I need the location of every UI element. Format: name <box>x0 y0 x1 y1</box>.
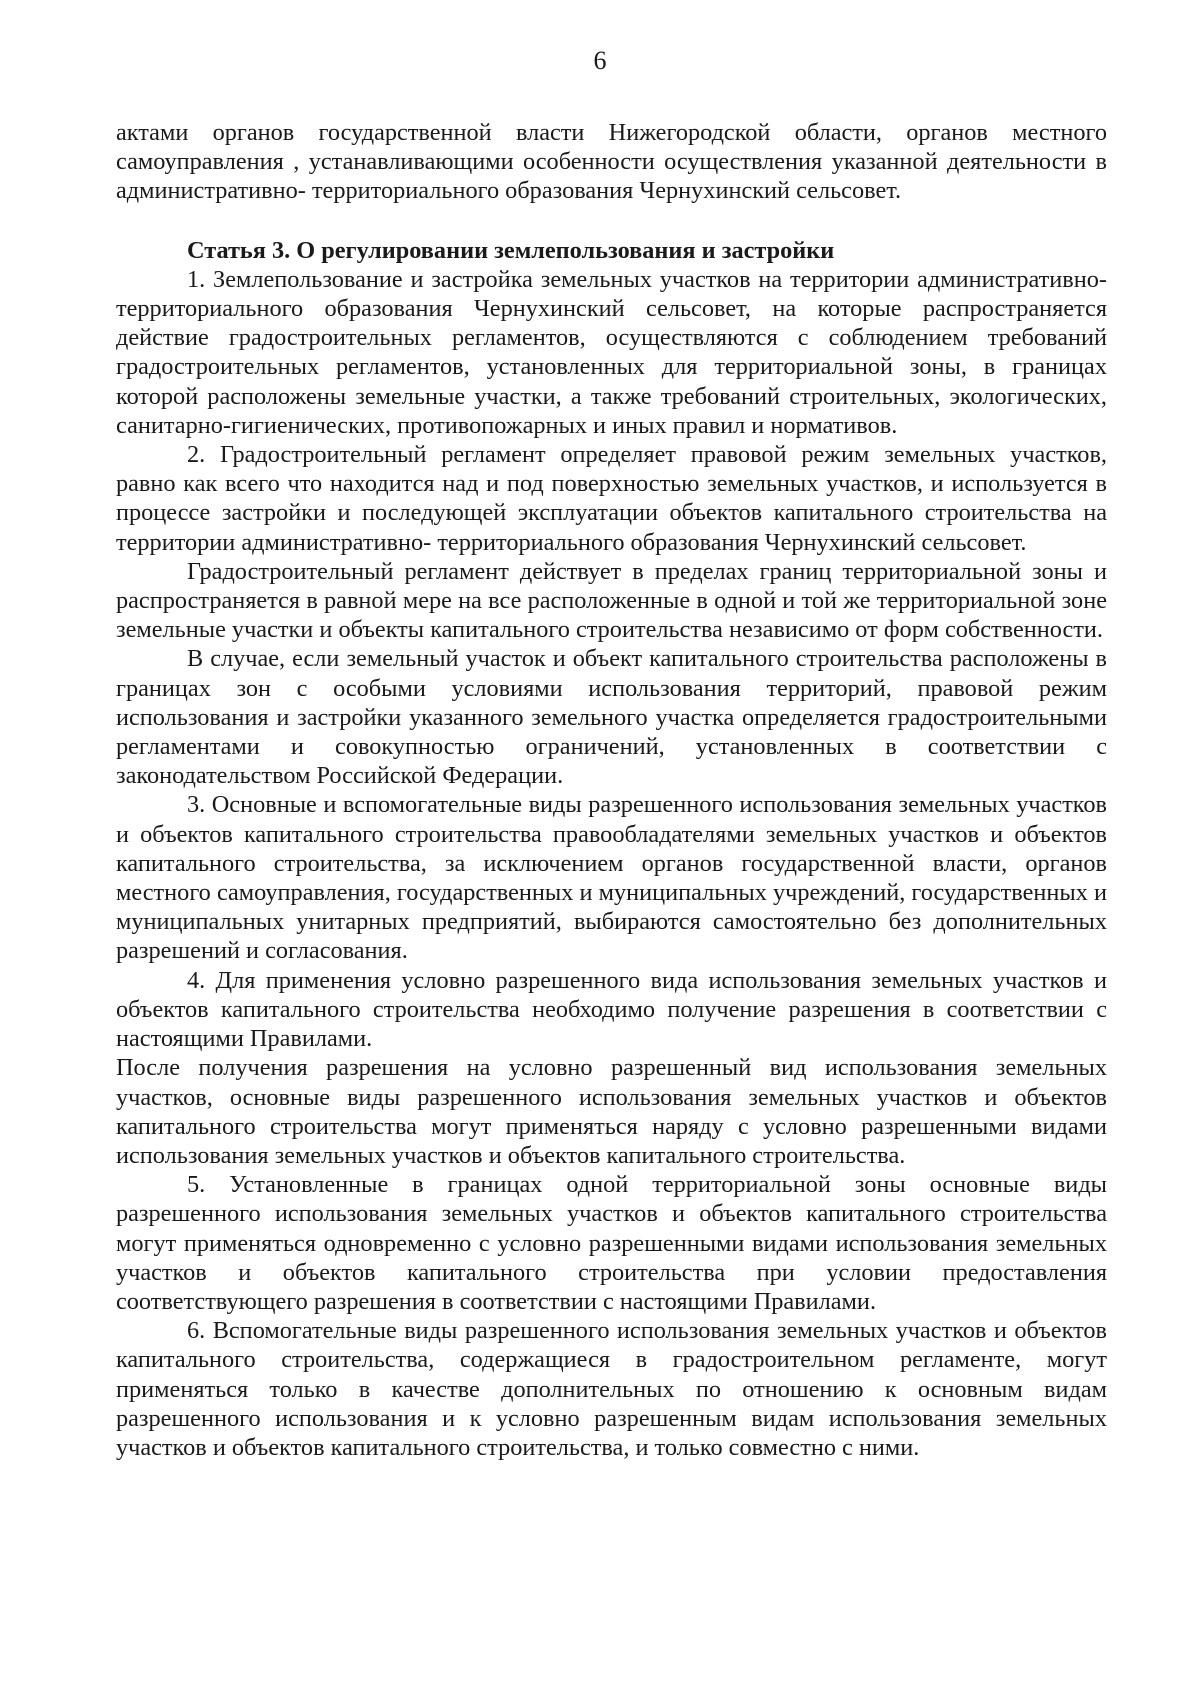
intro-paragraph: актами органов государственной власти Нижегородской области, органов местного самоуправления , устанавливающими особенности осуществления указанной деятельности в административно- территориального образования Чернухинский сельсовет. <box>116 119 1107 205</box>
article-paragraph-4: 4. Для применения условно разрешенного вида использования земельных участков и объектов капитального строительства необходимо получение разрешения в соответствии с настоящими Правилами. <box>116 966 1107 1053</box>
article-paragraph-5: 5. Установленные в границах одной территориальной зоны основные виды разрешенного использования земельных участков и объектов капитального строительства могут применяться одновременно с условно разрешенными видами использования земельных участков и объектов капитального строительства при условии предоставления соответствующего разрешения в соответствии с настоящими Правилами. <box>116 1171 1107 1315</box>
article-paragraph-6: 6. Вспомогательные виды разрешенного использования земельных участков и объектов капитального строительства, содержащиеся в градостроительном регламенте, могут применяться только в качестве дополнительных по отношению к основным видам разрешенного использования и к условно разрешенным видам использования земельных участков и объектов капитального строительства, и только совместно с ними. <box>116 1317 1107 1461</box>
article-heading: Статья 3. О регулировании землепользования и застройки <box>187 236 835 264</box>
article-paragraph-3: 3. Основные и вспомогательные виды разрешенного использования земельных участков и объектов капитального строительства правообладателями земельных участков и объектов капитального строительства, за исключением органов государственной власти, органов местного самоуправления, государственных и муниципальных учреждений, государственных и муниципальных унитарных предприятий, выбираются самостоятельно без дополнительных разрешений и согласования. <box>116 791 1107 965</box>
article-paragraph-1: 1. Землепользование и застройка земельных участков на территории административно-территориального образования Чернухинский сельсовет, на которые распространяется действие градостроительных регламентов, осуществляются с соблюдением требований градостроительных регламентов, установленных для территориальной зоны, в границах которой расположены земельные участки, а также требований строительных, экологических, санитарно-гигиенических, противопожарных и иных правил и нормативов. <box>116 265 1107 439</box>
article-paragraph-2-zone: Градостроительный регламент действует в пределах границ территориальной зоны и распространяется в равной мере на все расположенные в одной и той же территориальной зоне земельные участки и объекты капитального строительства независимо от форм собственности. <box>116 557 1107 644</box>
article-paragraph-2-special-zones: В случае, если земельный участок и объект капитального строительства расположены в границах зон с особыми условиями использования территорий, правовой режим использования и застройки указанного земельного участка определяется градостроительными регламентами и совокупностью ограничений, установленных в соответствии с законодательством Российской Федерации. <box>116 645 1107 790</box>
page-number: 6 <box>593 46 607 75</box>
article-paragraph-2: 2. Градостроительный регламент определяет правовой режим земельных участков, равно как всего что находится над и под поверхностью земельных участков, и используется в процессе застройки и последующей эксплуатации объектов капитального строительства на территории административно- территориального образования Чернухинский сельсовет. <box>116 441 1107 556</box>
article-paragraph-4-continuation: После получения разрешения на условно разрешенный вид использования земельных участков, основные виды разрешенного использования земельных участков и объектов капитального строительства могут применяться наряду с условно разрешенными видами использования земельных участков и объектов капитального строительства. <box>116 1054 1107 1169</box>
document-body <box>116 118 1107 1462</box>
